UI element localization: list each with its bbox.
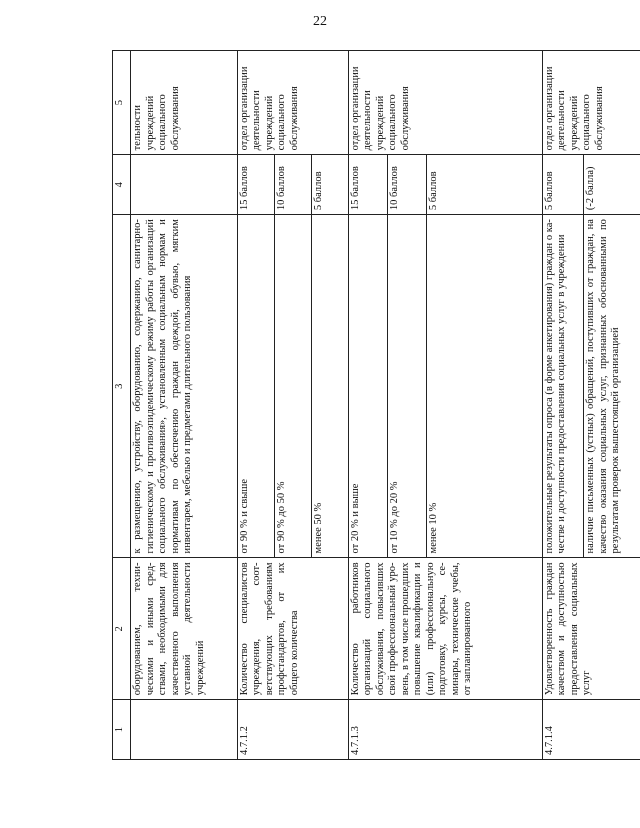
cell-score: 10 баллов	[274, 155, 311, 215]
header-col-2: 2	[113, 558, 131, 700]
cell-condition: наличие письменных (устных) обращений, поступивших от граждан, на качество оказания социальных услуг, признанных обоснованными по результатам проверок вышестоящей организацией	[584, 215, 640, 558]
cell-criterion: Количество работников организаций социального обслуживания, повысивших свой профессиональный уровень, в том числе прошедших повышение квалификации и (или) профессиональную подготовку, курсы, семинары, технические учебы, от запланированного	[348, 558, 542, 700]
cell-responsible: отдел организации деятельности учреждений социального обслуживания	[542, 51, 640, 155]
cell-condition: к размещению, устройству, оборудованию, содержанию, санитарно-гигиеническому и противоэпидемическому режиму работы организаций социального обслуживания», установленным социальным нормам и нормативам по обеспечению граждан одеждой, обувью, мягким инвентарем, мебелью и предметами длительного пользования	[131, 215, 237, 558]
cell-condition: менее 50 %	[311, 215, 348, 558]
cell-condition: от 20 % и выше	[348, 215, 387, 558]
table-row	[542, 51, 584, 760]
rotated-table-container	[112, 50, 640, 760]
cell-num: 4.7.1.2	[237, 700, 348, 760]
cell-num	[131, 700, 237, 760]
header-col-1: 1	[113, 700, 131, 760]
cell-responsible: отдел организации деятельности учреждений социального обслуживания	[348, 51, 542, 155]
table-row	[348, 51, 387, 760]
cell-condition: положительные результаты опроса (в форме анкетирования) граждан о качестве и доступности предоставления социальных услуг в учреждении	[542, 215, 584, 558]
cell-score	[131, 155, 237, 215]
cell-num: 4.7.1.4	[542, 700, 640, 760]
cell-score: 15 баллов	[348, 155, 387, 215]
cell-condition: менее 10 %	[427, 215, 543, 558]
cell-score: 5 баллов	[542, 155, 584, 215]
cell-score: 15 баллов	[237, 155, 274, 215]
cell-score: 5 баллов	[311, 155, 348, 215]
header-col-5: 5	[113, 51, 131, 155]
page-number: 22	[313, 14, 327, 29]
cell-score: 5 баллов	[427, 155, 543, 215]
cell-num: 4.7.1.3	[348, 700, 542, 760]
cell-condition: от 10 % до 20 %	[387, 215, 426, 558]
cell-score: (-2 балла)	[584, 155, 640, 215]
cell-score: 10 баллов	[387, 155, 426, 215]
cell-criterion: оборудованием, техническими и иными средствами, необходимыми для качественного выполнения уставной деятельности учреждений	[131, 558, 237, 700]
cell-criterion: Удовлетворенность граждан качеством и доступностью предоставления социальных услуг	[542, 558, 640, 700]
cell-condition: от 90 % и свыше	[237, 215, 274, 558]
table-row-continuation	[131, 51, 237, 760]
header-col-3: 3	[113, 215, 131, 558]
cell-criterion: Количество специалистов учреждения, соответствующих требованиям профстандартов, от их общего количества	[237, 558, 348, 700]
cell-responsible: отдел организации деятельности учреждений социального обслуживания	[237, 51, 348, 155]
cell-responsible: тельности учреждений социального обслуживания	[131, 51, 237, 155]
table-row	[237, 51, 274, 760]
criteria-table	[112, 50, 640, 760]
header-col-4: 4	[113, 155, 131, 215]
table-header-row	[113, 51, 131, 760]
cell-condition: от 90 % до 50 %	[274, 215, 311, 558]
